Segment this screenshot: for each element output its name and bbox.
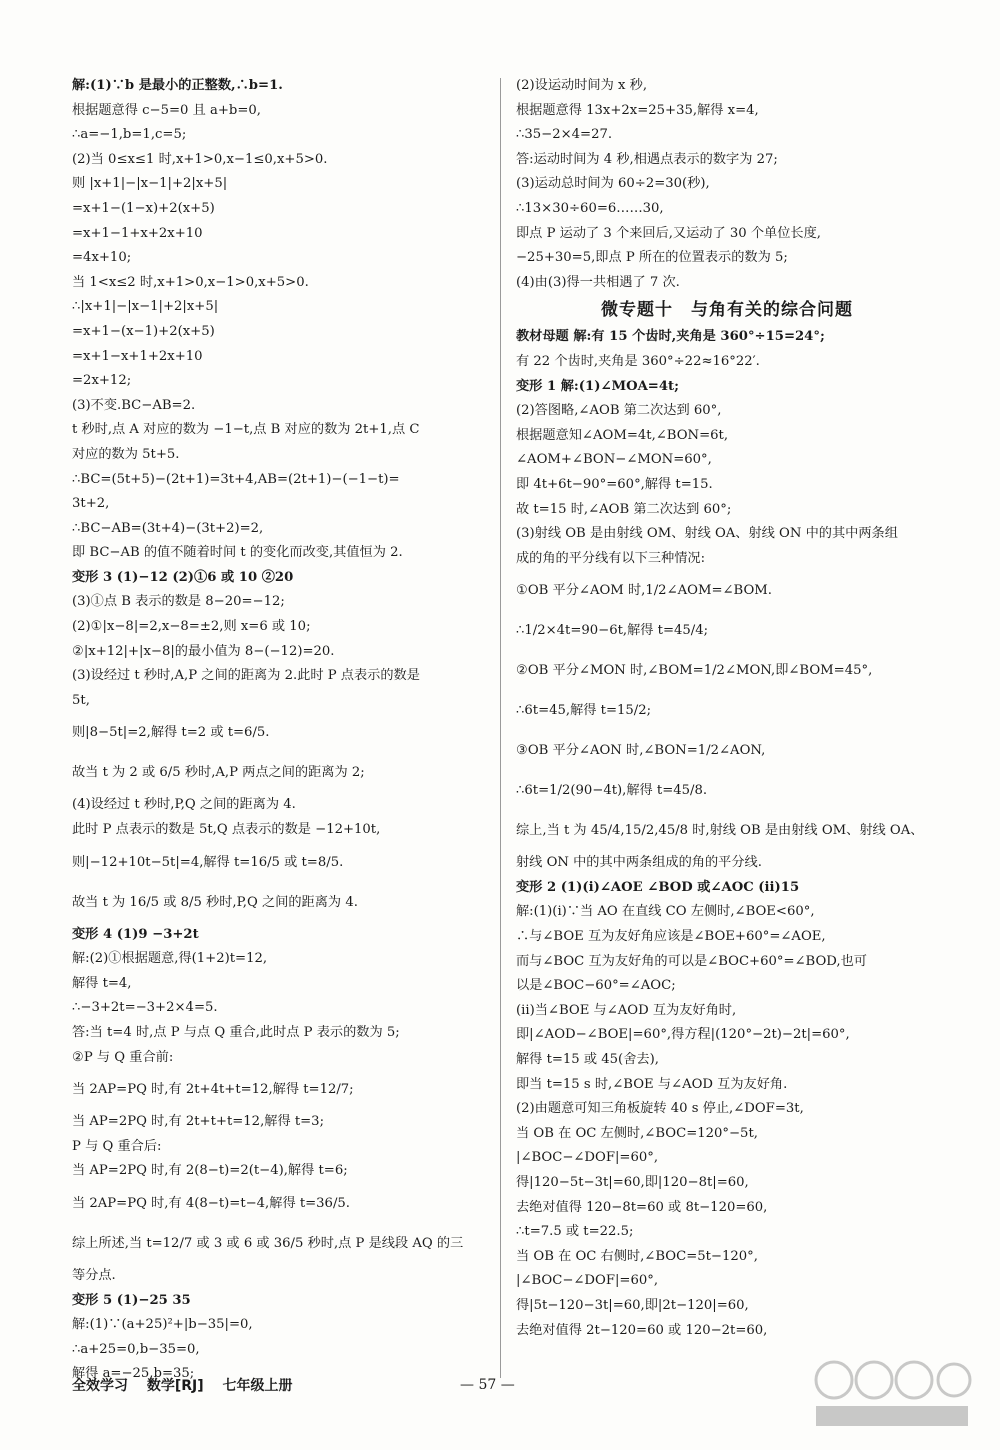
text-line: 有 22 个齿时,夹角是 360°÷22≈16°22′. [516, 353, 760, 369]
text-line: (3)不变.BC−AB=2. [72, 397, 196, 413]
text-line: 此时 P 点表示的数是 5t,Q 点表示的数是 −12+10t, [72, 822, 381, 838]
text-line: ②|x+12|+|x−8|的最小值为 8−(−12)=20. [72, 643, 335, 659]
text-line: 射线 ON 中的其中两条组成的角的平分线. [516, 855, 762, 871]
text-line: ∴35−2×4=27. [516, 127, 613, 143]
text-line: 答:当 t=4 时,点 P 与点 Q 重合,此时点 P 表示的数为 5; [72, 1025, 400, 1040]
text-line: (3)运动总时间为 60÷2=30(秒), [516, 176, 710, 192]
text-line: 即 4t+6t−90°=60°,解得 t=15. [516, 476, 713, 492]
text-line: 变形 1 解:(1)∠MOA=4t; [516, 378, 679, 394]
text-line: ∠AOM+∠BON−∠MON=60°, [516, 452, 712, 468]
text-line: (4)由(3)得一共相遇了 7 次. [516, 274, 680, 290]
text-line: −25+30=5,即点 P 所在的位置表示的数为 5; [516, 250, 788, 266]
text-line: 得|5t−120−3t|=60,即|2t−120|=60, [516, 1297, 749, 1313]
text-line: 解得 t=4, [72, 975, 132, 991]
text-line: ∴BC=(5t+5)−(2t+1)=3t+4,AB=(2t+1)−(−1−t)= [72, 471, 400, 487]
footer-grade: 七年级上册 [222, 1378, 293, 1394]
text-line: 解得 a=−25,b=35; [72, 1366, 195, 1382]
watermark-logo-icon [812, 1352, 972, 1432]
text-line: ②OB 平分∠MON 时,∠BOM=1/2∠MON,即∠BOM=45°, [516, 663, 873, 679]
text-line: 当 AP=2PQ 时,有 2t+t+t=12,解得 t=3; [72, 1114, 325, 1130]
footer-brand: 全效学习 [72, 1378, 128, 1394]
text-line: 去绝对值得 2t−120=60 或 120−2t=60, [516, 1322, 768, 1338]
text-line: 变形 2 (1)(i)∠AOE ∠BOD 或∠AOC (ii)15 [516, 879, 800, 895]
page-number: — 57 — [460, 1377, 515, 1393]
text-line: 即当 t=15 s 时,∠BOE 与∠AOD 互为友好角. [516, 1076, 788, 1092]
text-line: (2)①|x−8|=2,x−8=±2,则 x=6 或 10; [72, 619, 311, 635]
text-line: ∴|x+1|−|x−1|+2|x+5| [72, 299, 219, 315]
text-line: 对应的数为 5t+5. [72, 446, 180, 462]
text-line: 变形 3 (1)−12 (2)①6 或 10 ②20 [72, 569, 294, 585]
text-line: 教材母题 解:有 15 个齿时,夹角是 360°÷15=24°; [516, 329, 825, 345]
text-line: 当 OB 在 OC 右侧时,∠BOC=5t−120°, [516, 1248, 758, 1264]
text-line: (2)当 0≤x≤1 时,x+1>0,x−1≤0,x+5>0. [72, 151, 328, 167]
text-line: ③OB 平分∠AON 时,∠BON=1/2∠AON, [516, 743, 766, 759]
text-line: 则 |x+1|−|x−1|+2|x+5| [72, 176, 228, 192]
text-line: ∴a+25=0,b−35=0, [72, 1341, 200, 1357]
text-line: ∴BC−AB=(3t+4)−(3t+2)=2, [72, 520, 264, 536]
text-line: ∴13×30÷60=6……30, [516, 200, 664, 216]
text-line: 变形 4 (1)9 −3+2t [72, 926, 199, 942]
text-line: 去绝对值得 120−8t=60 或 8t−120=60, [516, 1199, 768, 1215]
text-line: 成的角的平分线有以下三种情况: [516, 550, 706, 566]
text-line: ∴1/2×4t=90−6t,解得 t=45/4; [516, 623, 709, 639]
left-column [72, 74, 490, 1387]
text-line: 当 1<x≤2 时,x+1>0,x−1>0,x+5>0. [72, 274, 309, 290]
text-line: (2)由题意可知三角板旋转 40 s 停止,∠DOF=3t, [516, 1101, 804, 1117]
text-line: 解:(1)∵(a+25)²+|b−35|=0, [72, 1317, 253, 1333]
text-line: ∴6t=45,解得 t=15/2; [516, 703, 652, 719]
footer-subject: 数学[RJ] [146, 1378, 204, 1394]
text-line: (2)设运动时间为 x 秒, [516, 78, 648, 93]
text-line: 当 2AP=PQ 时,有 4(8−t)=t−4,解得 t=36/5. [72, 1195, 350, 1211]
text-line: 即|∠AOD−∠BOE|=60°,得方程|(120°−2t)−2t|=60°, [516, 1027, 850, 1043]
text-line: ∴−3+2t=−3+2×4=5. [72, 1000, 218, 1016]
text-line: 解:(1)(i)∵当 AO 在直线 CO 左侧时,∠BOE<60°, [516, 904, 815, 920]
text-line: 当 OB 在 OC 左侧时,∠BOC=120°−5t, [516, 1125, 758, 1141]
text-line: (3)射线 OB 是由射线 OM、射线 OA、射线 ON 中的其中两条组 [516, 526, 898, 542]
text-line: 则|−12+10t−5t|=4,解得 t=16/5 或 t=8/5. [72, 854, 344, 870]
text-line: 解得 t=15 或 45(舍去), [516, 1052, 659, 1068]
text-line: 当 2AP=PQ 时,有 2t+4t+t=12,解得 t=12/7; [72, 1082, 354, 1098]
text-line: ②P 与 Q 重合前: [72, 1049, 174, 1065]
text-line: ∴t=7.5 或 t=22.5; [516, 1224, 634, 1240]
text-line: 即 BC−AB 的值不随着时间 t 的变化而改变,其值恒为 2. [72, 545, 403, 561]
text-line: 故 t=15 时,∠AOB 第二次达到 60°; [516, 501, 732, 517]
text-line: 根据题意得 c−5=0 且 a+b=0, [72, 102, 261, 118]
text-line: (2)答图略,∠AOB 第二次达到 60°, [516, 403, 722, 419]
text-line: |∠BOC−∠DOF|=60°, [516, 1150, 659, 1166]
text-line: 故当 t 为 16/5 或 8/5 秒时,P,Q 之间的距离为 4. [72, 894, 358, 910]
text-line: 解:(2)①根据题意,得(1+2)t=12, [72, 951, 268, 967]
text-line: 5t, [72, 692, 90, 708]
text-line: 根据题意得 13x+2x=25+35,解得 x=4, [516, 102, 759, 118]
text-line: =x+1−1+x+2x+10 [72, 225, 203, 241]
text-line: (3)①点 B 表示的数是 8−20=−12; [72, 594, 285, 610]
text-line: 解:(1)∵b 是最小的正整数,∴b=1. [72, 78, 283, 93]
text-line: 变形 5 (1)−25 35 [72, 1292, 191, 1308]
text-line: =x+1−x+1+2x+10 [72, 348, 203, 364]
text-line: 故当 t 为 2 或 6/5 秒时,A,P 两点之间的距离为 2; [72, 765, 365, 781]
text-line: P 与 Q 重合后: [72, 1138, 162, 1154]
text-line: ∴a=−1,b=1,c=5; [72, 127, 187, 143]
text-line: 而与∠BOC 互为友好角的可以是∠BOC+60°=∠BOD,也可 [516, 953, 867, 969]
text-line: =2x+12; [72, 373, 132, 389]
text-line: 综上,当 t 为 45/4,15/2,45/8 时,射线 OB 是由射线 OM、射线 OA、 [516, 823, 924, 839]
text-line: 3t+2, [72, 496, 110, 512]
text-line: 即点 P 运动了 3 个来回后,又运动了 30 个单位长度, [516, 225, 821, 241]
text-line: (4)设经过 t 秒时,P,Q 之间的距离为 4. [72, 797, 296, 813]
text-line: ∴与∠BOE 互为友好角应该是∠BOE+60°=∠AOE, [516, 929, 826, 945]
text-line: 得|120−5t−3t|=60,即|120−8t|=60, [516, 1175, 749, 1190]
text-line: 等分点. [72, 1267, 116, 1283]
text-line: =x+1−(x−1)+2(x+5) [72, 323, 215, 339]
text-line: 综上所述,当 t=12/7 或 3 或 6 或 36/5 秒时,点 P 是线段 AQ 的三 [72, 1235, 464, 1251]
text-line: =x+1−(1−x)+2(x+5) [72, 200, 215, 216]
text-line: 根据题意知∠AOM=4t,∠BON=6t, [516, 427, 729, 443]
text-line: 当 AP=2PQ 时,有 2(8−t)=2(t−4),解得 t=6; [72, 1163, 348, 1179]
text-line: (3)设经过 t 秒时,A,P 之间的距离为 2.此时 P 点表示的数是 [72, 668, 420, 684]
text-line: ∴6t=1/2(90−4t),解得 t=45/8. [516, 783, 708, 799]
section-title: 微专题十 与角有关的综合问题 [601, 300, 853, 321]
page-footer [72, 1375, 307, 1395]
text-line: |∠BOC−∠DOF|=60°, [516, 1273, 659, 1289]
column-divider [500, 78, 501, 1378]
text-line: 答:运动时间为 4 秒,相遇点表示的数字为 27; [516, 151, 778, 167]
text-line: 则|8−5t|=2,解得 t=2 或 t=6/5. [72, 725, 270, 741]
right-column [516, 74, 938, 1343]
text-line: t 秒时,点 A 对应的数为 −1−t,点 B 对应的数为 2t+1,点 C [72, 422, 420, 438]
text-line: =4x+10; [72, 250, 132, 266]
text-line: 以是∠BOC−60°=∠AOC; [516, 978, 676, 994]
text-line: ①OB 平分∠AOM 时,1/2∠AOM=∠BOM. [516, 583, 773, 599]
text-line: (ii)当∠BOE 与∠AOD 互为友好角时, [516, 1002, 737, 1018]
